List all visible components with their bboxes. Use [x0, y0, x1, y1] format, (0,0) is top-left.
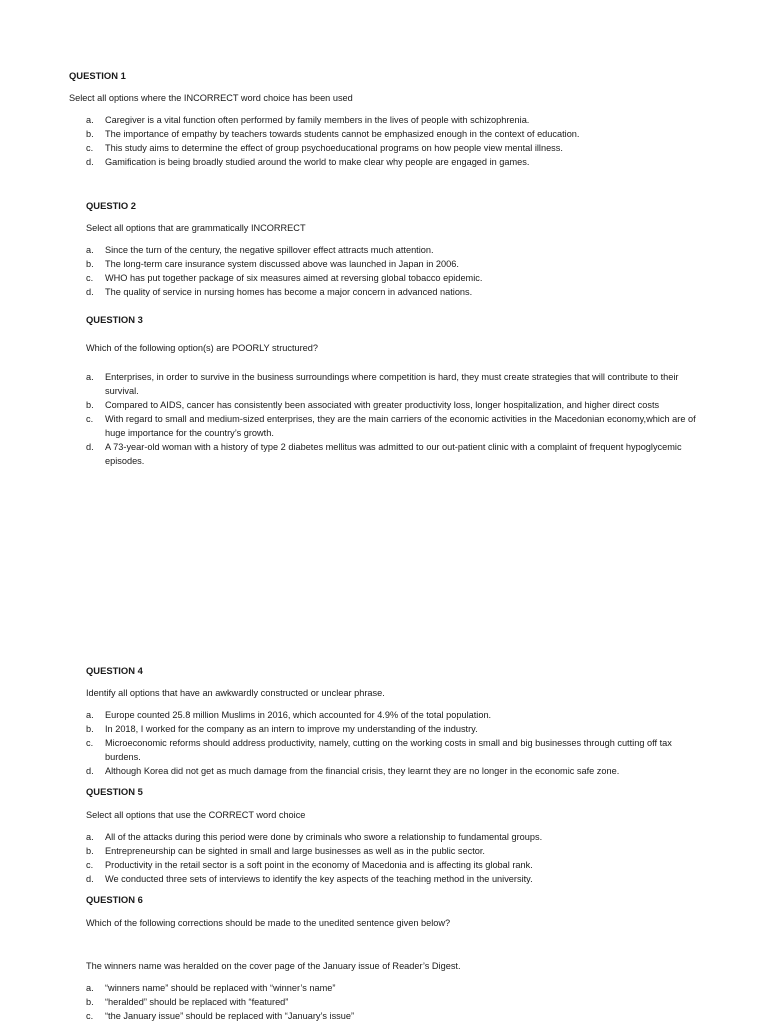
options-list	[86, 981, 706, 1023]
option-text: The long-term care insurance system discussed above was launched in Japan in 2006.	[105, 259, 459, 269]
option-label: c.	[86, 143, 94, 153]
option-b[interactable]	[86, 844, 706, 858]
question-prompt: Select all options that use the CORRECT word choice	[86, 810, 306, 820]
option-text: Enterprises, in order to survive in the business surroundings where competition is hard, they must create strategies that will contribute to their survival.	[105, 372, 679, 396]
option-label: d.	[86, 442, 94, 452]
option-b[interactable]	[86, 722, 706, 736]
option-text: Gamification is being broadly studied around the world to make clear why people are engaged in games.	[105, 157, 530, 167]
option-label: a.	[86, 245, 94, 255]
option-label: b.	[86, 129, 94, 139]
option-d[interactable]	[86, 155, 706, 169]
question-title: QUESTION 5	[86, 786, 143, 797]
option-label: d.	[86, 157, 94, 167]
option-a[interactable]	[86, 370, 706, 398]
option-text: In 2018, I worked for the company as an intern to improve my understanding of the industry.	[105, 724, 478, 734]
option-a[interactable]	[86, 243, 706, 257]
question-prompt: Select all options where the INCORRECT word choice has been used	[69, 93, 353, 103]
option-text: Although Korea did not get as much damage from the financial crisis, they learnt they are no longer in the economic safe zone.	[105, 766, 620, 776]
option-d[interactable]	[86, 285, 706, 299]
option-label: b.	[86, 724, 94, 734]
option-text: Entrepreneurship can be sighted in small and large businesses as well as in the public sector.	[105, 846, 485, 856]
option-label: b.	[86, 259, 94, 269]
option-c[interactable]	[86, 1009, 706, 1023]
option-a[interactable]	[86, 113, 706, 127]
question-prompt: Which of the following corrections should be made to the unedited sentence given below?	[86, 918, 451, 928]
option-text: Compared to AIDS, cancer has consistently been associated with greater productivity loss, longer hospitalization, and higher direct costs	[105, 400, 660, 410]
option-a[interactable]	[86, 708, 706, 722]
option-text: Caregiver is a vital function often performed by family members in the lives of people with schizophrenia.	[105, 115, 530, 125]
option-text: Europe counted 25.8 million Muslims in 2016, which accounted for 4.9% of the total population.	[105, 710, 492, 720]
option-label: d.	[86, 874, 94, 884]
option-c[interactable]	[86, 141, 706, 155]
option-b[interactable]	[86, 398, 706, 412]
option-label: b.	[86, 997, 94, 1007]
option-a[interactable]	[86, 830, 706, 844]
option-b[interactable]	[86, 995, 706, 1009]
option-text: The importance of empathy by teachers towards students cannot be emphasized enough in the context of education.	[105, 129, 580, 139]
option-text: This study aims to determine the effect of group psychoeducational programs on how people view mental illness.	[105, 143, 563, 153]
option-label: c.	[86, 860, 94, 870]
option-c[interactable]	[86, 412, 706, 440]
question-title: QUESTION 3	[86, 314, 143, 325]
option-label: c.	[86, 414, 94, 424]
option-text: WHO has put together package of six measures aimed at reversing global tobacco epidemic.	[105, 273, 483, 283]
option-label: a.	[86, 710, 94, 720]
option-a[interactable]	[86, 981, 706, 995]
option-b[interactable]	[86, 257, 706, 271]
option-label: d.	[86, 287, 94, 297]
option-c[interactable]	[86, 736, 706, 764]
option-d[interactable]	[86, 440, 706, 468]
option-text: A 73-year-old woman with a history of type 2 diabetes mellitus was admitted to our out-patient clinic with a complaint of frequent hypoglycemic episodes.	[105, 442, 682, 466]
option-text: Productivity in the retail sector is a soft point in the economy of Macedonia and is affecting its global rank.	[105, 860, 533, 870]
option-label: a.	[86, 115, 94, 125]
option-label: d.	[86, 766, 94, 776]
question-prompt: Select all options that are grammatically INCORRECT	[86, 223, 306, 233]
options-list	[86, 370, 706, 468]
unedited-sentence: The winners name was heralded on the cover page of the January issue of Reader’s Digest.	[86, 961, 461, 971]
option-label: a.	[86, 983, 94, 993]
question-prompt: Identify all options that have an awkwardly constructed or unclear phrase.	[86, 688, 385, 698]
question-title: QUESTIO 2	[86, 200, 137, 211]
option-text: “winners name” should be replaced with “winner’s name”	[105, 983, 336, 993]
option-text: Microeconomic reforms should address productivity, namely, cutting on the working costs in small and big businesses through cutting off tax burdens.	[105, 738, 672, 762]
option-b[interactable]	[86, 127, 706, 141]
option-label: b.	[86, 846, 94, 856]
option-label: c.	[86, 1011, 94, 1021]
option-text: All of the attacks during this period were done by criminals who swore a relationship to fundamental groups.	[105, 832, 543, 842]
option-label: b.	[86, 400, 94, 410]
option-text: We conducted three sets of interviews to identify the key aspects of the teaching method in the university.	[105, 874, 533, 884]
options-list	[86, 830, 706, 886]
question-prompt: Which of the following option(s) are POORLY structured?	[86, 343, 319, 353]
question-title: QUESTION 6	[86, 894, 143, 905]
option-d[interactable]	[86, 764, 706, 778]
option-text: “the January issue” should be replaced with “January’s issue”	[105, 1011, 355, 1021]
option-d[interactable]	[86, 872, 706, 886]
option-text: “heralded” should be replaced with “featured”	[105, 997, 289, 1007]
option-c[interactable]	[86, 858, 706, 872]
options-list	[86, 113, 706, 169]
options-list	[86, 243, 706, 299]
option-text: With regard to small and medium-sized enterprises, they are the main carriers of the economic activities in the Macedonian economy,which are of huge importance for the country’s growth.	[105, 414, 696, 438]
option-text: Since the turn of the century, the negative spillover effect attracts much attention.	[105, 245, 434, 255]
option-label: a.	[86, 832, 94, 842]
question-title: QUESTION 1	[69, 70, 126, 81]
option-text: The quality of service in nursing homes has become a major concern in advanced nations.	[105, 287, 473, 297]
question-title: QUESTION 4	[86, 665, 143, 676]
options-list	[86, 708, 706, 778]
option-label: a.	[86, 372, 94, 382]
option-c[interactable]	[86, 271, 706, 285]
option-label: c.	[86, 273, 94, 283]
option-label: c.	[86, 738, 94, 748]
